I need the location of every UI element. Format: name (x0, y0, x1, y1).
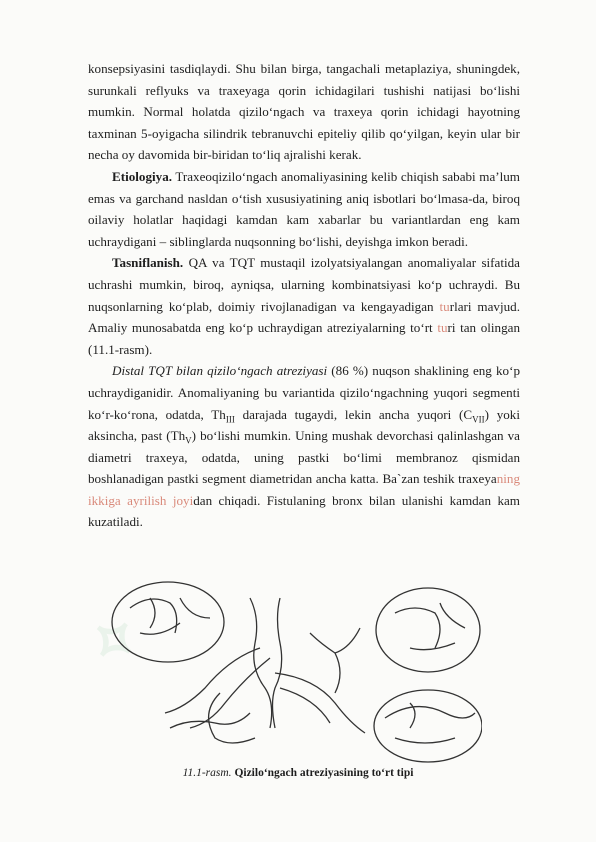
heading-distal-tqt: Distal TQT bilan qizilo‘ngach atreziyasi (112, 363, 328, 379)
figure-number: 11.1-rasm. (182, 767, 232, 779)
paragraph-classification: Tasniflanish. QA va TQT mustaqil izolyatsiyalangan anomaliyalar sifatida uchrashi mumkin, biroq, ayniqsa, ularning kombinatsiyasi ko‘p uchraydi. Bu nuqsonlarning ko‘plab, doimiy rivojlanadigan va kengayadigan turlari mavjud. Amaliy munosabatda eng ko‘p uchraydigan atreziyalarning to‘rt turi tan olingan (11.1-rasm). (88, 255, 520, 357)
figure-circle-bottom-right (374, 690, 482, 762)
paragraph-etiology: Etiologiya. Traxeoqizilo‘ngach anomaliyasining kelib chiqish sababi ma’lum emas va garchand nasldan o‘tish xususiyatining aniq isbotlari bo‘lmasa-da, biroq oilaviy holatlar haqidagi kamdan kam xabarlar bu variantlardan eng kam uchraydigani – siblinglarda nuqsonning bo‘lishi, deyishga imkon beradi. (88, 168, 520, 249)
figure-circle-top-right (376, 588, 480, 672)
figure-title: Qizilo‘ngach atreziyasining to‘rt tipi (231, 767, 414, 779)
document-body (88, 58, 520, 533)
paragraph-intro: konsepsiyasini tasdiqlaydi. Shu bilan birga, tangachali metaplaziya, shuningdek, surunkali reflyuks va traxeyaga qorin ichidagilari tushishi natijasi bo‘lishi mumkin. Normal holatda qizilo‘ngach va traxeya qorin ichidagi hayotning taxminan 5-oyigacha silindrik tebranuvchi epiteliy qilib qo‘yilgan, keyin ular bir necha oy davomida bir-biridan to‘liq ajralishi kerak. (88, 61, 520, 163)
figure-central-trachea (250, 598, 272, 728)
paragraph-distal-tqt: Distal TQT bilan qizilo‘ngach atreziyasi (86 %) nuqson shaklining eng ko‘p uchraydiganidir. Anomaliyaning bu variantida qizilo‘ngachning yuqori segmenti ko‘r-ko‘rona, odatda, $Th_{III}$ darajada tugaydi, lekin ancha yuqori $(C_{VII})$ yoki aksincha, past $(Th_V)$ bo‘lishi mumkin. Uning mushak devorchasi qalinlashgan va diametri traxeya, odatda, uning pastki bo‘limi membranoz qismidan boshlanadigan pastki segment diametridan ancha katta. Ba`zan teshik traxeyaning ikkiga ayrilish joyidan chiqadi. Fistulaning bronx bilan ulanishi kamdan kam kuzatiladi. (88, 363, 520, 530)
figure-atresia-types (110, 578, 482, 764)
heading-classification: Tasniflanish. (112, 255, 184, 271)
figure-caption (0, 767, 596, 779)
heading-etiology: Etiologiya. (112, 168, 173, 184)
figure-circle-top-left (112, 582, 224, 662)
watermark: ⟡ (69, 598, 153, 677)
